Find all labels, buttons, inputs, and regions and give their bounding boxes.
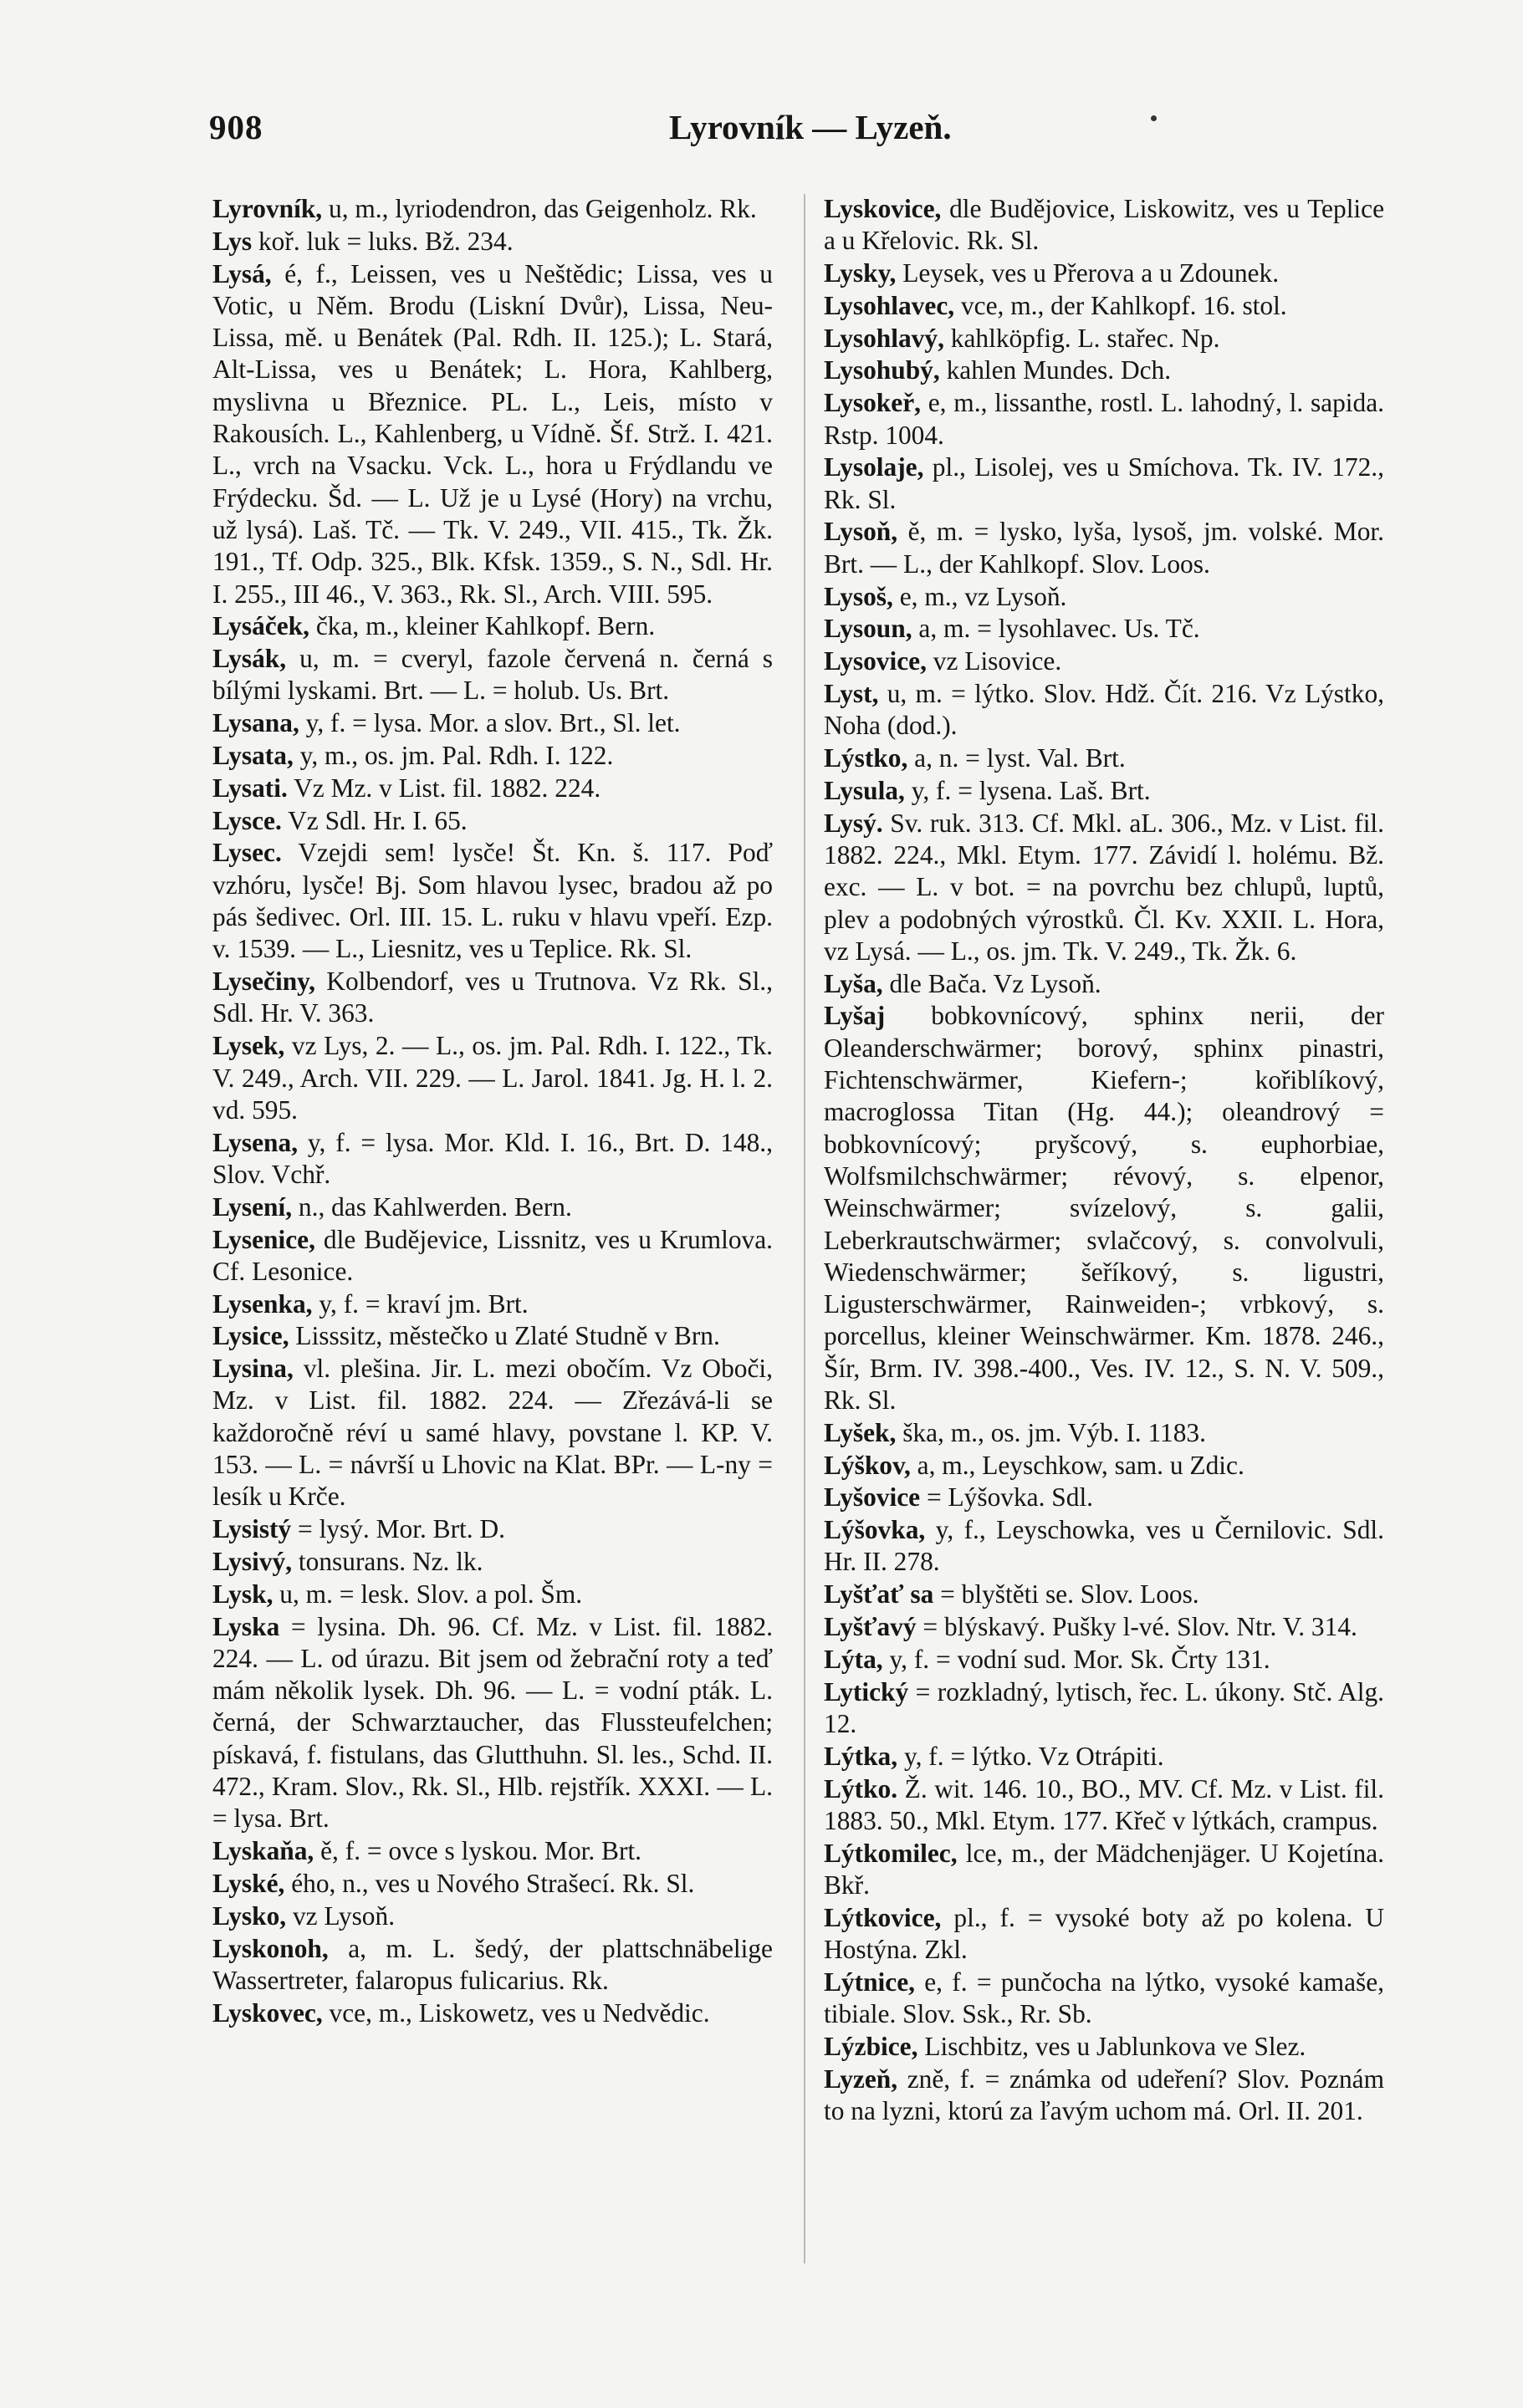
entry-headword: Lyšaj — [824, 1001, 886, 1031]
entry-definition: lce, m., der Mädchenjäger. U Kojetína. Bkř. — [824, 1838, 1384, 1900]
dictionary-entry — [212, 707, 773, 739]
entry-headword: Lysice, — [212, 1321, 289, 1351]
dictionary-entry — [212, 1933, 773, 1997]
entry-headword: Lysá, — [212, 258, 272, 288]
dictionary-entry — [212, 1835, 773, 1867]
entry-definition: Lischbitz, ves u Jablunkova ve Slez. — [917, 2031, 1306, 2061]
entry-definition: vce, m., Liskowetz, ves u Nedvědic. — [322, 1997, 710, 2028]
dictionary-entry — [824, 1450, 1384, 1482]
entry-headword: Lyskaňa, — [212, 1836, 314, 1866]
entry-definition: Lisssitz, městečko u Zlaté Studně v Brn. — [289, 1321, 720, 1351]
left-column — [212, 193, 773, 2300]
dictionary-entry — [824, 581, 1384, 613]
entry-headword: Lyša, — [824, 968, 883, 998]
dictionary-entry — [824, 1644, 1384, 1676]
dictionary-entry — [824, 2064, 1384, 2128]
dictionary-entry — [212, 1997, 773, 2029]
entry-headword: Lysec. — [212, 838, 282, 868]
entry-definition: Vz Sdl. Hr. I. 65. — [281, 805, 468, 835]
entry-definition: kahlen Mundes. Dch. — [939, 355, 1172, 385]
running-title: Lyrovník — Lyzeň. — [669, 108, 952, 146]
entry-definition: = lysý. Mor. Brt. D. — [291, 1514, 505, 1544]
dictionary-entry — [212, 643, 773, 707]
dictionary-entry — [824, 355, 1384, 386]
entry-headword: Lysek, — [212, 1031, 285, 1061]
entry-headword: Lysistý — [212, 1514, 292, 1544]
entry-headword: Lyskonoh, — [212, 1933, 329, 1963]
dictionary-entry — [212, 1513, 773, 1545]
dictionary-entry — [212, 1868, 773, 1900]
dictionary-entry — [824, 2031, 1384, 2063]
entry-definition: Vzejdi sem! lysče! Št. Kn. š. 117. Poď vzhóru, lysče! Bj. Som hlavou lysec, bradou až po pás šedivec. Orl. III. 15. L. ruku v hlavu vpeří. Ezp. v. 1539. — L., Liesnitz, ves u Teplice. Rk. Sl. — [212, 838, 773, 964]
page-number: 908 — [209, 108, 263, 146]
entry-definition: y, f. = lysena. Laš. Brt. — [904, 775, 1151, 805]
entry-definition: ého, n., ves u Nového Strašecí. Rk. Sl. — [284, 1868, 695, 1898]
entry-headword: Lyšťavý — [824, 1612, 917, 1642]
entry-definition: a, m., Leyschkow, sam. u Zdic. — [910, 1450, 1244, 1480]
entry-definition: zně, f. = známka od udeření? Slov. Poznám to na lyzni, ktorú za ľavým uchom má. Orl. II. 201. — [824, 2064, 1384, 2126]
entry-definition: ě, m. = lysko, lyša, lysoš, jm. volské. Mor. Brt. — L., der Kahlkopf. Slov. Loos. — [824, 517, 1384, 579]
dictionary-entry — [824, 1838, 1384, 1902]
entry-headword: Lysko, — [212, 1900, 287, 1931]
dictionary-entry — [212, 193, 773, 225]
dictionary-entry — [824, 775, 1384, 807]
dictionary-entry — [824, 1773, 1384, 1838]
entry-definition: e, m., vz Lysoň. — [892, 581, 1067, 611]
entry-definition: e, f. = punčocha na lýtko, vysoké kamaše, tibiale. Slov. Ssk., Rr. Sb. — [824, 1967, 1384, 2029]
entry-headword: Lyšťať sa — [824, 1579, 934, 1610]
entry-definition: = blyštěti se. Slov. Loos. — [933, 1579, 1199, 1610]
entry-headword: Lysivý, — [212, 1546, 293, 1576]
entry-definition: ška, m., os. jm. Výb. I. 1183. — [896, 1417, 1206, 1447]
dictionary-entry — [824, 1417, 1384, 1449]
dictionary-entry — [824, 258, 1384, 289]
entry-definition: dle Budějovice, Liskowitz, ves u Teplice a u Křelovic. Rk. Sl. — [824, 194, 1384, 256]
entry-definition: kahlköpfig. L. stařec. Np. — [943, 323, 1220, 353]
dictionary-entry — [212, 805, 773, 837]
entry-headword: Lyska — [212, 1611, 280, 1641]
entry-definition: Ž. wit. 146. 10., BO., MV. Cf. Mz. v List. fil. 1883. 50., Mkl. Etym. 177. Křeč v lýtkách, crampus. — [824, 1773, 1384, 1835]
entry-headword: Lýstko, — [824, 743, 908, 773]
dictionary-entry — [824, 387, 1384, 452]
entry-definition: y, f. = kraví jm. Brt. — [312, 1288, 529, 1319]
entry-headword: Lýzbice, — [824, 2031, 918, 2061]
entry-definition: Vz Mz. v List. fil. 1882. 224. — [287, 773, 601, 803]
entry-definition: e, m., lissanthe, rostl. L. lahodný, l. sapida. Rstp. 1004. — [824, 388, 1384, 450]
entry-definition: y, m., os. jm. Pal. Rdh. I. 122. — [293, 741, 614, 771]
entry-headword: Lýtkovice, — [824, 1902, 942, 1932]
entry-headword: Lysk, — [212, 1579, 273, 1609]
entry-definition: ě, f. = ovce s lyskou. Mor. Brt. — [314, 1836, 642, 1866]
dictionary-entry — [824, 1579, 1384, 1610]
entry-definition: é, f., Leissen, ves u Neštědic; Lissa, ves u Votic, u Něm. Brodu (Liskní Dvůr), Lissa, Neu-Lissa, mě. u Benátek (Pal. Rdh. II. 125.); L. Stará, Alt-Lissa, ves u Benátek; L. Hora, Kahlberg, myslivna u Březnice. PL. L., Leis, místo v Rakousích. L., Kahlenberg, u Vídně. Šf. Strž. I. 421. L., vrch na Vsacku. Vck. L., hora u Frýdlandu ve Frýdecku. Šd. — L. Už je u Lysé (Hory) na vrchu, už lysá). Laš. Tč. — Tk. V. 249., VII. 415., Tk. Žk. 191., Tf. Odp. 325., Blk. Kfsk. 1359., S. N., Sdl. Hr. I. 255., III 46., V. 363., Rk. Sl., Arch. VIII. 595. — [212, 258, 773, 609]
entry-headword: Lýtnice, — [824, 1967, 915, 1997]
dictionary-entry — [824, 742, 1384, 774]
entry-definition: pl., Lisolej, ves u Smíchova. Tk. IV. 172., Rk. Sl. — [824, 452, 1384, 514]
entry-headword: Lysenice, — [212, 1224, 315, 1254]
entry-definition: Sv. ruk. 313. Cf. Mkl. aL. 306., Mz. v List. fil. 1882. 224., Mkl. Etym. 177. Závidí l. holému. Bž. exc. — L. v bot. = na povrchu bez chlupů, luptů, plev a podobných výrostků. Čl. Kv. XXII. L. Hora, vz Lysá. — L., os. jm. Tk. V. 249., Tk. Žk. 6. — [824, 808, 1384, 966]
dictionary-entry — [212, 610, 773, 642]
dictionary-entry — [824, 323, 1384, 355]
entry-headword: Lysečiny, — [212, 967, 315, 997]
dictionary-entry — [212, 226, 773, 258]
entry-definition: y, f., Leyschowka, ves u Černilovic. Sdl. Hr. II. 278. — [824, 1515, 1384, 1577]
entry-definition: koř. luk = luks. Bž. 234. — [252, 226, 514, 256]
entry-definition: u, m. = lýtko. Slov. Hdž. Čít. 216. Vz Lýstko, Noha (dod.). — [824, 678, 1384, 741]
dictionary-entry — [212, 1353, 773, 1513]
entry-headword: Lyskovice, — [824, 194, 942, 223]
dictionary-entry — [212, 837, 773, 965]
entry-definition: y, f. = lysa. Mor. Kld. I. 16., Brt. D. 148., Slov. Vchř. — [212, 1127, 773, 1189]
dictionary-entry — [824, 1000, 1384, 1416]
entry-headword: Lyrovník, — [212, 194, 323, 223]
entry-headword: Lýškov, — [824, 1450, 911, 1480]
entry-definition: u, m. = cveryl, fazole červená n. černá s bílými lyskami. Brt. — L. = holub. Us. Brt. — [212, 644, 773, 706]
entry-headword: Lysolaje, — [824, 452, 924, 482]
entry-headword: Lysati. — [212, 773, 288, 803]
dictionary-entry — [212, 1546, 773, 1578]
dictionary-entry — [824, 452, 1384, 516]
entry-headword: Lysohlavý, — [824, 323, 944, 353]
entry-definition: = lysina. Dh. 96. Cf. Mz. v List. fil. 1882. 224. — L. od úrazu. Bit jsem od žebrační roty a teď mám několik lysek. Dh. 96. — L. = vodní pták. L. černá, der Schwarztaucher, das Flussteufelchen; pískavá, f. fistulans, das Glutthuhn. Sl. les., Schd. II. 472., Kram. Slov., Rk. Sl., Hlb. rejstřík. XXXI. — L. = lysa. Brt. — [212, 1611, 773, 1834]
dictionary-entry — [212, 1320, 773, 1352]
dictionary-entry — [824, 516, 1384, 580]
entry-definition: bobkovnícový, sphinx nerii, der Oleanderschwärmer; borový, sphinx pinastri, Fichtenschwärmer, Kiefern-; kořiblíkový, macroglossa Titan (Hg. 44.); oleandrový = bobkovnícový; pryšcový, s. euphorbiae, Wolfsmilchschwärmer; révový, s. elpenor, Weinschwärmer; svízelový, s. galii, Leberkrautschwärmer; svlačcový, s. convolvuli, Wiedenschwärmer; šeříkový, s. ligustri, Ligusterschwärmer, Rainweiden-; vrbkový, s. porcellus, kleiner Weinschwärmer. Km. 1878. 246., Šír, Brm. IV. 398.-400., Ves. IV. 12., S. N. V. 509., Rk. Sl. — [824, 1001, 1384, 1415]
right-column — [824, 193, 1384, 2300]
entry-headword: Lysky, — [824, 258, 897, 288]
entry-definition: dle Budějevice, Lissnitz, ves u Krumlova. Cf. Lesonice. — [212, 1224, 773, 1286]
dictionary-entry — [212, 1127, 773, 1191]
entry-headword: Lyšovice — [824, 1482, 921, 1513]
dictionary-entry — [824, 290, 1384, 322]
entry-headword: Lysata, — [212, 741, 294, 771]
page-header — [0, 104, 1523, 154]
dictionary-entry — [824, 1902, 1384, 1967]
column-divider — [804, 194, 805, 2263]
entry-definition: y, f. = vodní sud. Mor. Sk. Črty 131. — [882, 1644, 1270, 1674]
entry-headword: Lysana, — [212, 708, 299, 738]
dictionary-entry — [824, 1741, 1384, 1773]
entry-headword: Lysoš, — [824, 581, 893, 611]
dictionary-entry — [824, 1482, 1384, 1513]
entry-definition: a, m. = lysohlavec. Us. Tč. — [912, 614, 1200, 644]
entry-headword: Lyskovec, — [212, 1997, 323, 2028]
dictionary-entry — [824, 808, 1384, 967]
entry-definition: y, f. = lysa. Mor. a slov. Brt., Sl. let. — [299, 708, 681, 738]
entry-headword: Lysoun, — [824, 614, 912, 644]
entry-definition: u, m. = lesk. Slov. a pol. Šm. — [273, 1579, 583, 1609]
dictionary-entry — [824, 1514, 1384, 1579]
entry-definition: dle Bača. Vz Lysoň. — [882, 968, 1101, 998]
dictionary-entry — [824, 968, 1384, 1000]
entry-headword: Lyst, — [824, 678, 879, 708]
entry-headword: Lys — [212, 226, 253, 256]
entry-headword: Lysoň, — [824, 517, 898, 547]
entry-headword: Lyzeň, — [824, 2064, 898, 2094]
entry-definition: = blýskavý. Pušky l-vé. Slov. Ntr. V. 314. — [916, 1612, 1357, 1642]
dictionary-entry — [824, 1611, 1384, 1643]
entry-definition: Kolbendorf, ves u Trutnova. Vz Rk. Sl., Sdl. Hr. V. 363. — [212, 967, 773, 1028]
entry-definition: u, m., lyriodendron, das Geigenholz. Rk. — [322, 194, 757, 223]
entry-headword: Lysena, — [212, 1127, 299, 1157]
entry-definition: vz Lysoň. — [286, 1900, 396, 1931]
entry-headword: Lysák, — [212, 644, 287, 674]
dictionary-entry — [824, 1967, 1384, 2031]
entry-headword: Lysý. — [824, 808, 883, 838]
entry-definition: n., das Kahlwerden. Bern. — [292, 1191, 572, 1222]
entry-definition: vz Lisovice. — [926, 646, 1062, 676]
dictionary-entry — [212, 1611, 773, 1835]
dictionary-entry — [212, 773, 773, 804]
entry-definition: čka, m., kleiner Kahlkopf. Bern. — [309, 611, 656, 641]
entry-definition: vce, m., der Kahlkopf. 16. stol. — [954, 290, 1287, 320]
entry-definition: Leysek, ves u Přerova a u Zdounek. — [896, 258, 1280, 288]
entry-headword: Lysina, — [212, 1354, 294, 1384]
dictionary-entry — [212, 258, 773, 610]
entry-definition: = Lýšovka. Sdl. — [920, 1482, 1094, 1513]
entry-definition: vl. plešina. Jir. L. mezi obočím. Vz Oboči, Mz. v List. fil. 1882. 224. — Zřezává-li se každoročně réví u samé hlavy, povstane l. KP. V. 153. — L. = návrší u Lhovic na Klat. BPr. — L-ny = lesík u Krče. — [212, 1354, 773, 1512]
dictionary-entry — [212, 1288, 773, 1320]
dictionary-entry — [824, 613, 1384, 645]
dictionary-entry — [212, 1030, 773, 1126]
dictionary-entry — [824, 193, 1384, 258]
entry-headword: Lysula, — [824, 775, 905, 805]
entry-headword: Lysohubý, — [824, 355, 940, 385]
entry-headword: Lysce. — [212, 805, 282, 835]
entry-definition: vz Lys, 2. — L., os. jm. Pal. Rdh. I. 122., Tk. V. 249., Arch. VII. 229. — L. Jarol. 1841. Jg. H. l. 2. vd. 595. — [212, 1031, 773, 1125]
entry-headword: Lyšek, — [824, 1417, 897, 1447]
entry-definition: a, m. L. šedý, der plattschnäbelige Wassertreter, falaropus fulicarius. Rk. — [212, 1933, 773, 1995]
dictionary-entry — [212, 1191, 773, 1223]
entry-headword: Lysohlavec, — [824, 290, 955, 320]
dictionary-entry — [824, 645, 1384, 677]
dictionary-entry — [212, 1224, 773, 1288]
entry-headword: Lýta, — [824, 1644, 883, 1674]
dictionary-entry — [212, 966, 773, 1030]
entry-headword: Lysení, — [212, 1191, 293, 1222]
entry-definition: y, f. = lýtko. Vz Otrápiti. — [897, 1741, 1164, 1771]
entry-headword: Lýšovka, — [824, 1515, 926, 1545]
entry-headword: Lýtko. — [824, 1773, 898, 1803]
entry-definition: pl., f. = vysoké boty až po kolena. U Hostýna. Zkl. — [824, 1902, 1384, 1965]
dictionary-entry — [212, 1900, 773, 1932]
entry-headword: Lysovice, — [824, 646, 927, 676]
dictionary-entry — [824, 678, 1384, 742]
print-speck — [1151, 115, 1157, 121]
entry-headword: Lysáček, — [212, 611, 309, 641]
entry-headword: Lýtkomilec, — [824, 1838, 958, 1868]
entry-definition: a, n. = lyst. Val. Brt. — [907, 743, 1126, 773]
entry-headword: Lysenka, — [212, 1288, 313, 1319]
entry-definition: = rozkladný, lytisch, řec. L. úkony. Stč. Alg. 12. — [824, 1676, 1384, 1738]
dictionary-entry — [212, 740, 773, 772]
entry-headword: Lytický — [824, 1676, 909, 1707]
entry-definition: tonsurans. Nz. lk. — [292, 1546, 483, 1576]
entry-headword: Lyské, — [212, 1868, 285, 1898]
dictionary-entry — [824, 1676, 1384, 1741]
entry-headword: Lysokeř, — [824, 388, 921, 418]
entry-headword: Lýtka, — [824, 1741, 898, 1771]
dictionary-entry — [212, 1579, 773, 1610]
